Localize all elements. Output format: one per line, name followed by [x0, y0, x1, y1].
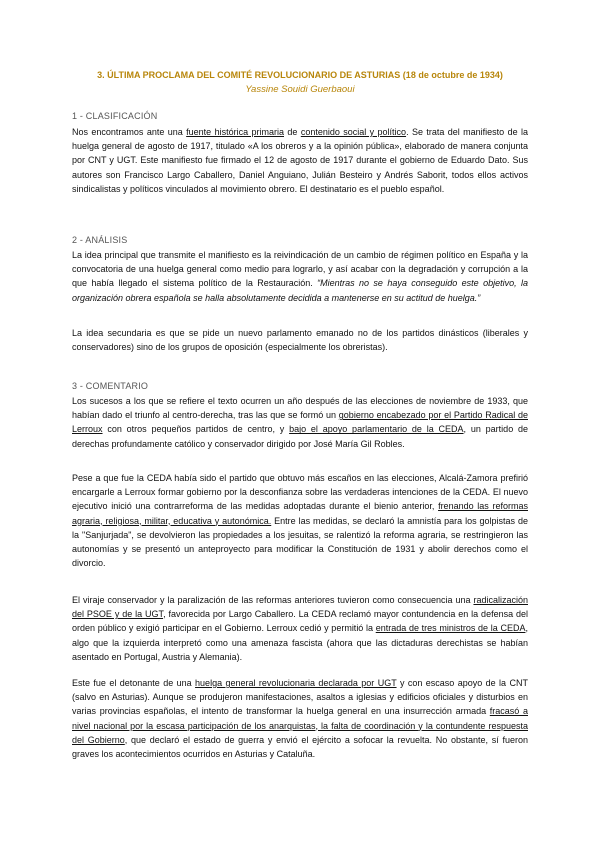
- paragraph-comentario-1: [72, 394, 528, 451]
- text-run: La idea principal que transmite el manifiesto es la reivindicación de un cambio de régimen político en España y la convocatoria de una huelga general como medio para lograrlo, y así acabar con la degradación y corrupción a la que había llegado el sistema político de la Restauración.: [72, 250, 528, 289]
- underlined-phrase: radicalización del PSOE y de la UGT: [72, 595, 528, 620]
- underlined-phrase: gobierno encabezado por el Partido Radical de Lerroux: [72, 410, 528, 435]
- quotation: “Mientras no se haya conseguido este objetivo, la organización obrera española se halla absolutamente decidida a mantenerse en su actitud de huelga.”: [72, 278, 528, 303]
- section-heading-clasificacion: 1 - CLASIFICACIÓN: [72, 111, 158, 121]
- underlined-phrase: bajo el apoyo parlamentario de la CEDA: [289, 424, 464, 435]
- underlined-phrase: huelga general revolucionaria declarada por UGT: [195, 678, 397, 688]
- text-run: . Se trata del manifiesto de la huelga general de agosto de 1917, titulado «A los obreros y a la opinión pública», elaborado de manera conjunta por CNT y UGT. Este manifiesto fue firmado el 12 de agosto de 1917 durante el gobierno de Eduardo Dato. Sus autores son Francisco Largo Caballero, Daniel Anguiano, Julián Besteiro y Andrés Saborit, todos ellos activos sindicalistas y políticos vinculados al movimiento obrero. El destinatario es el pueblo español.: [72, 127, 528, 194]
- text-run: El viraje conservador y la paralización de las reformas anteriores tuvieron como consecuencia una: [72, 595, 474, 605]
- text-run: , un partido de derechas profundamente católico y conservador dirigido por José María Gil Robles.: [72, 424, 529, 449]
- document-author: Yassine Souidi Guerbaoui: [245, 84, 355, 95]
- text-run: , favorecida por Largo Caballero. La CEDA reclamó mayor contundencia en la defensa del orden público y exigió participar en el Gobierno. Lerroux cedió y permitió la: [72, 609, 528, 634]
- text-run: con otros pequeños partidos de centro, y: [102, 424, 290, 435]
- section-heading-comentario: 3 - COMENTARIO: [72, 381, 149, 391]
- document-title: 3. ÚLTIMA PROCLAMA DEL COMITÉ REVOLUCIONARIO DE ASTURIAS (18 de octubre de 1934): [97, 70, 503, 80]
- text-run: y con escaso apoyo de la CNT (salvo en Asturias). Aunque se produjeron manifestaciones, asaltos a iglesias y edificios oficiales y disturbios en varias provincias españolas, el intento de transformar la huelga general en una insurrección armada: [72, 678, 528, 717]
- text-run: Entre las medidas, se declaró la amnistía para los golpistas de la "Sanjurjada", se devolvieron las propiedades a los jesuitas, se ralentizó la reforma agraria, se restringieron las autonomías y se presentó un anteproyecto para modificar la Constitución de 1931 y abolir derechos como el divorcio.: [72, 515, 528, 569]
- text-run: Los sucesos a los que se refiere el texto ocurren un año después de las elecciones de noviembre de 1933, que habían dado el triunfo al centro-derecha, tras las que se formó un: [72, 396, 528, 421]
- text-run: Este fue el detonante de una: [72, 678, 196, 688]
- underlined-phrase: entrada de tres ministros de la CEDA: [375, 623, 526, 634]
- underlined-phrase: frenando las reformas agraria, religiosa, militar, educativa y autonómica.: [72, 501, 528, 526]
- paragraph-comentario-4: [72, 676, 528, 761]
- text-run: Nos encontramos ante una: [72, 127, 187, 137]
- underlined-phrase: contenido social y político: [300, 127, 407, 137]
- paragraph-comentario-2: [72, 471, 528, 570]
- underlined-phrase: fracasó a nivel nacional por la escasa participación de los anarquistas, la falta de coordinación y la contundente respuesta del Gobierno: [72, 706, 528, 745]
- paragraph-clasificacion: [72, 125, 528, 196]
- paragraph-analisis-main: [72, 248, 528, 305]
- paragraph-analisis-secondary: La idea secundaria es que se pide un nuevo parlamento emanado no de los partidos dinásticos (liberales y conservadores) sino de los grupos de oposición (especialmente los obreristas).: [72, 328, 528, 353]
- paragraph-comentario-3: [72, 593, 528, 664]
- text-run: Pese a que fue la CEDA había sido el partido que obtuvo más escaños en las elecciones, Alcalá-Zamora prefirió encargarle a Lerroux formar gobierno por la desconfianza sobre las verdaderas intenciones de la CEDA. El nuevo ejecutivo inició una contrarreforma de las medidas adoptadas durante el bienio anterior,: [72, 473, 528, 512]
- underlined-phrase: fuente histórica primaria: [186, 127, 284, 137]
- text-run: , algo que la izquierda interpretó como una amenaza fascista (ahora que las dictaduras derechistas se habían asentado en Portugal, Austria y Alemania).: [72, 623, 528, 662]
- section-heading-analisis: 2 - ANÁLISIS: [72, 235, 128, 245]
- text-run: de: [284, 127, 301, 137]
- text-run: , que declaró el estado de guerra y envió el ejército a sofocar la revuelta. No obstante, sí fueron graves los acontecimientos ocurridos en Asturias y Cataluña.: [72, 734, 528, 760]
